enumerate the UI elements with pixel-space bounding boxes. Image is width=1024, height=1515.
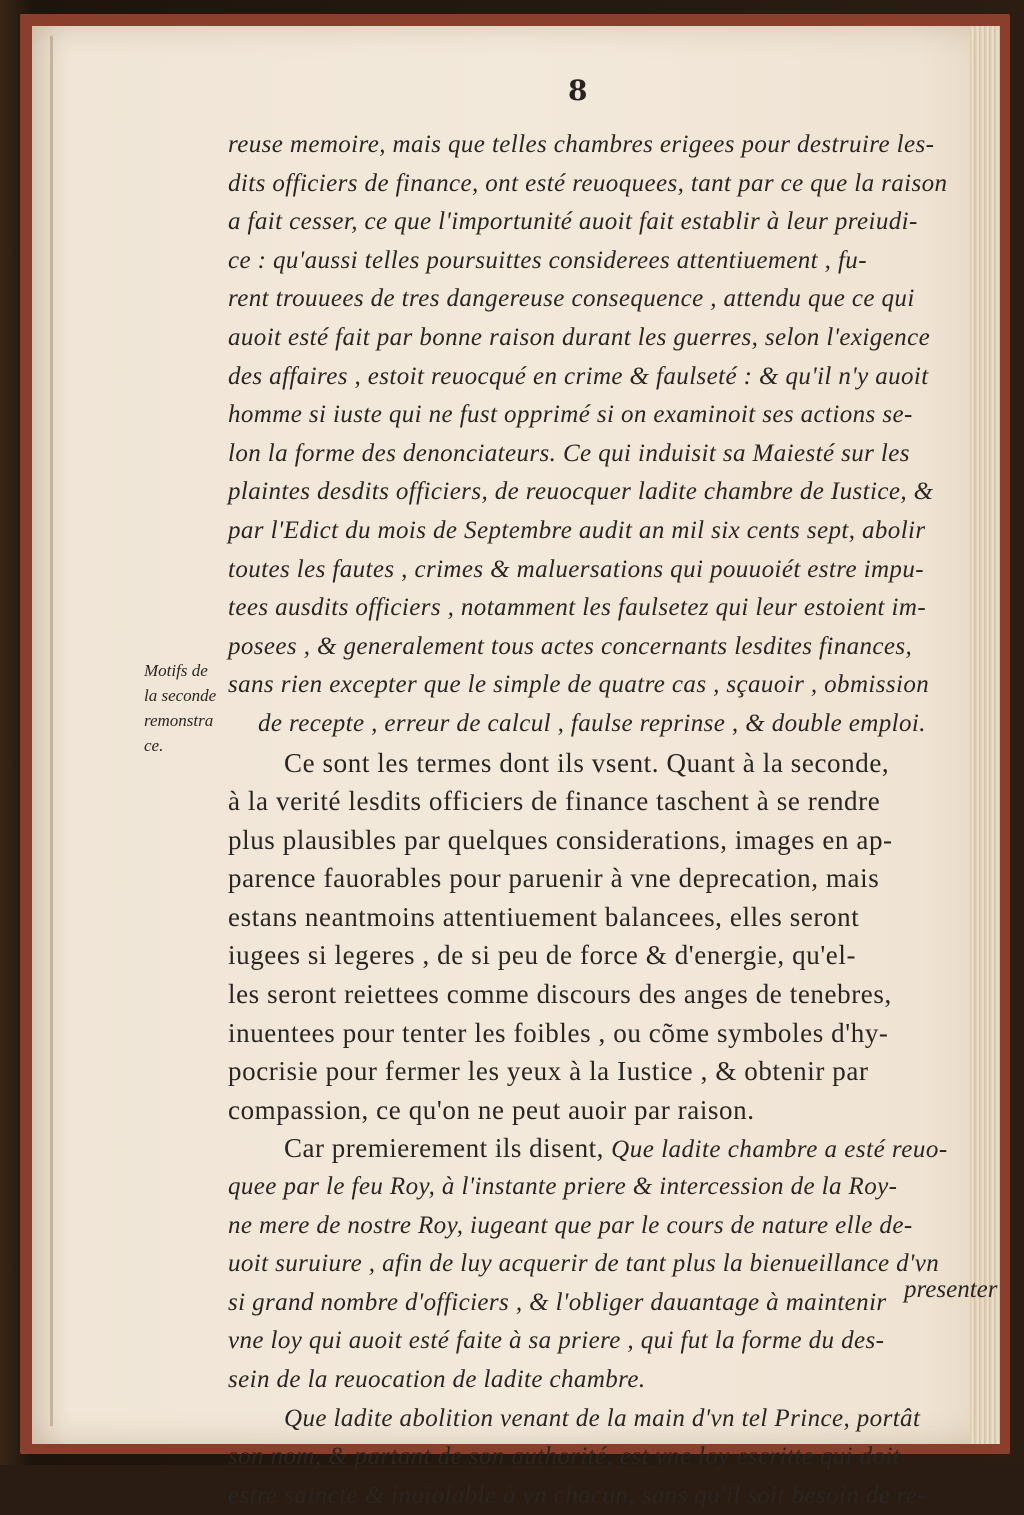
text-line: plus plausibles par quelques considerations, images en ap- <box>228 824 893 855</box>
text-line: de recepte , erreur de calcul , faulse reprinse , & double emploi. <box>258 709 926 737</box>
text-line: compassion, ce qu'on ne peut auoir par raison. <box>228 1094 755 1125</box>
text-line: à la verité lesdits officiers de finance taschent à se rendre <box>228 786 881 817</box>
text-line-roman: Car premierement ils disent, <box>284 1133 612 1164</box>
page-number: 8 <box>568 74 588 107</box>
marginal-note <box>144 658 234 758</box>
text-line: estans neantmoins attentiuement balancees, elles seront <box>228 901 860 932</box>
text-line: a fait cesser, ce que l'importunité auoit fait establir à leur preiudi- <box>228 208 918 236</box>
page-gutter-shadow <box>50 36 53 1426</box>
text-line: ce : qu'aussi telles poursuittes considerees attentiuement , fu- <box>228 246 867 274</box>
text-line: plaintes desdits officiers, de reuocquer ladite chambre de Iustice, & <box>228 478 934 506</box>
body-text <box>228 126 988 1515</box>
text-line: toutes les fautes , crimes & maluersations qui pouuoiét estre impu- <box>228 555 924 583</box>
text-line: tees ausdits officiers , notamment les faulsetez qui leur estoient im- <box>228 594 927 622</box>
text-line: les seront reiettees comme discours des anges de tenebres, <box>228 979 892 1010</box>
text-line: inuentees pour tenter les foibles , ou cõme symboles d'hy- <box>228 1017 889 1048</box>
text-line: si grand nombre d'officiers , & l'obliger dauantage à maintenir <box>228 1288 887 1316</box>
text-line: reuse memoire, mais que telles chambres erigees pour destruire les- <box>228 131 935 158</box>
text-line: Que ladite abolition venant de la main d'vn tel Prince, portât <box>284 1404 921 1432</box>
text-line: pocrisie pour fermer les yeux à la Iustice , & obtenir par <box>228 1056 869 1087</box>
text-line <box>228 1129 988 1168</box>
text-line: lon la forme des denonciateurs. Ce qui induisit sa Maiesté sur les <box>228 439 910 467</box>
book-page <box>32 26 1000 1509</box>
text-line: iugees si legeres , de si peu de force & d'energie, qu'el- <box>228 940 857 971</box>
marginal-note-line: Motifs de <box>144 661 208 680</box>
catchword: presenter <box>904 1276 998 1303</box>
text-line: uoit suruiure , afin de luy acquerir de tant plus la bienueillance d'vn <box>228 1250 940 1278</box>
text-line: Ce sont les termes dont ils vsent. Quant à la seconde, <box>284 747 890 778</box>
marginal-note-line: la seconde <box>144 686 217 705</box>
text-line: son nom, & partant de son authorité, est vne loy escritte qui doit <box>228 1443 901 1471</box>
text-line: parence fauorables pour paruenir à vne deprecation, mais <box>228 863 880 894</box>
text-line: sein de la reuocation de ladite chambre. <box>228 1366 646 1393</box>
text-line: quee par le feu Roy, à l'instante priere & intercession de la Roy- <box>228 1173 898 1201</box>
text-line: vne loy qui auoit esté faite à sa priere , qui fut la forme du des- <box>228 1327 885 1355</box>
text-line: homme si iuste qui ne fust opprimé si on examinoit ses actions se- <box>228 401 913 429</box>
text-line: des affaires , estoit reuocqué en crime & faulseté : & qu'il n'y auoit <box>228 362 929 390</box>
text-line: estre saincte & inuiolable à vn chacun, sans qu'il soit besoin de re- <box>228 1481 927 1509</box>
text-line: posees , & generalement tous actes concernants lesdites finances, <box>228 632 913 660</box>
text-line: sans rien excepter que le simple de quatre cas , sçauoir , obmission <box>228 671 930 699</box>
text-line: par l'Edict du mois de Septembre audit an mil six cents sept, abolir <box>228 516 926 544</box>
text-line: ne mere de nostre Roy, iugeant que par le cours de nature elle de- <box>228 1211 913 1239</box>
text-line: rent trouuees de tres dangereuse consequence , attendu que ce qui <box>228 285 915 313</box>
text-line: auoit esté fait par bonne raison durant les guerres, selon l'exigence <box>228 323 931 351</box>
text-line-italic: Que ladite chambre a esté reuo- <box>611 1136 948 1164</box>
marginal-note-line: remonstra <box>144 711 214 730</box>
text-line: dits officiers de finance, ont esté reuoquees, tant par ce que la raison <box>228 169 948 197</box>
marginal-note-line: ce. <box>144 736 164 755</box>
